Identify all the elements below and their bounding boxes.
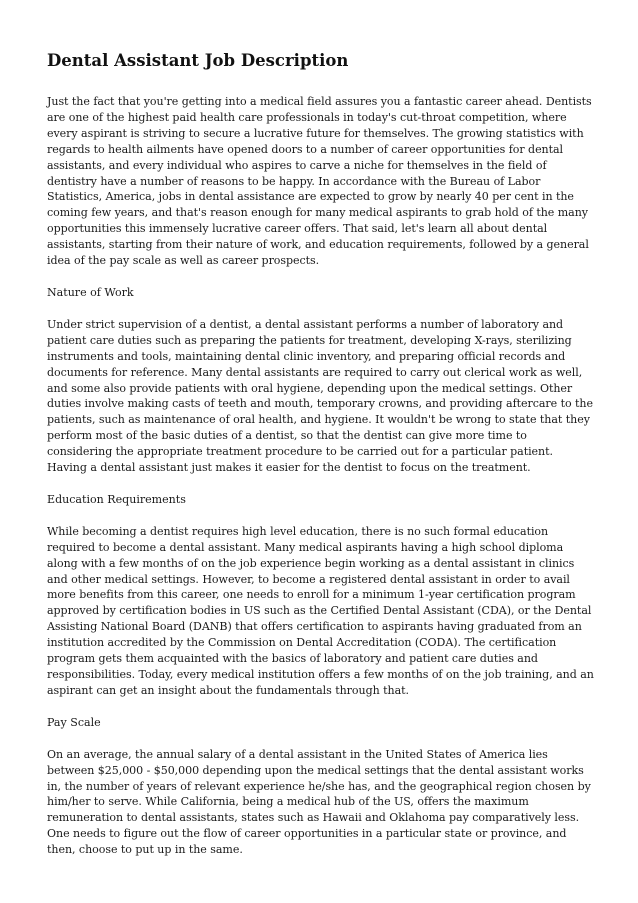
intro-paragraph: Just the fact that you're getting into a medical field assures you a fantastic career ahead. Dentists are one of the highest paid health care professionals in today's cut-throat competition, where every aspirant is striving to secure a lucrative future for themselves. The growing statistics with regards to health ailments have opened doors to a number of career opportunities for dental assistants, and every individual who aspires to carve a niche for themselves in the field of dentistry have a number of reasons to be happy. In accordance with the Bureau of Labor Statistics, America, jobs in dental assistance are expected to grow by nearly 40 per cent in the coming few years, and that's reason enough for many medical aspirants to grab hold of the many opportunities this immensely lucrative career offers. That said, let's learn all about dental assistants, starting from their nature of work, and education requirements, followed by a general idea of the pay scale as well as career prospects.: [47, 95, 592, 268]
document-title: Dental Assistant Job Description: [47, 51, 349, 70]
document-page: [47, 50, 595, 874]
section-heading-education-requirements: Education Requirements: [47, 492, 186, 506]
section-body-education-requirements: While becoming a dentist requires high level education, there is no such formal education required to become a dental assistant. Many medical aspirants having a high school diploma along with a few months of on the job experience begin working as a dental assistant in clinics and other medical settings. However, to become a registered dental assistant in order to avail more benefits from this career, one needs to enroll for a minimum 1-year certification program approved by certification bodies in US such as the Certified Dental Assistant (CDA), or the Dental Assisting National Board (DANB) that offers certification to aspirants having graduated from an institution accredited by the Commission on Dental Accreditation (CODA). The certification program gets them acquainted with the basics of laboratory and patient care duties and responsibilities. Today, every medical institution offers a few months of on the job training, and an aspirant can get an insight about the fundamentals through that.: [47, 524, 594, 697]
section-heading-nature-of-work: Nature of Work: [47, 285, 134, 299]
section-body-nature-of-work: Under strict supervision of a dentist, a dental assistant performs a number of laboratory and patient care duties such as preparing the patients for treatment, developing X-rays, sterilizing instruments and tools, maintaining dental clinic inventory, and preparing official records and documents for reference. Many dental assistants are required to carry out clerical work as well, and some also provide patients with oral hygiene, depending upon the medical settings. Other duties involve making casts of teeth and mouth, temporary crowns, and providing aftercare to the patients, such as maintenance of oral health, and hygiene. It wouldn't be wrong to state that they perform most of the basic duties of a dentist, so that the dentist can give more time to considering the appropriate treatment procedure to be carried out for a particular patient. Having a dental assistant just makes it easier for the dentist to focus on the treatment.: [47, 317, 593, 475]
section-heading-pay-scale: Pay Scale: [47, 715, 101, 729]
section-body-pay-scale: On an average, the annual salary of a dental assistant in the United States of America lies between $25,000 - $50,000 depending upon the medical settings that the dental assistant works in, the number of years of relevant experience he/she has, and the geographical region chosen by him/her to serve. While California, being a medical hub of the US, offers the maximum remuneration to dental assistants, states such as Hawaii and Oklahoma pay comparatively less. One needs to figure out the flow of career opportunities in a particular state or province, and then, choose to put up in the same.: [47, 747, 591, 857]
